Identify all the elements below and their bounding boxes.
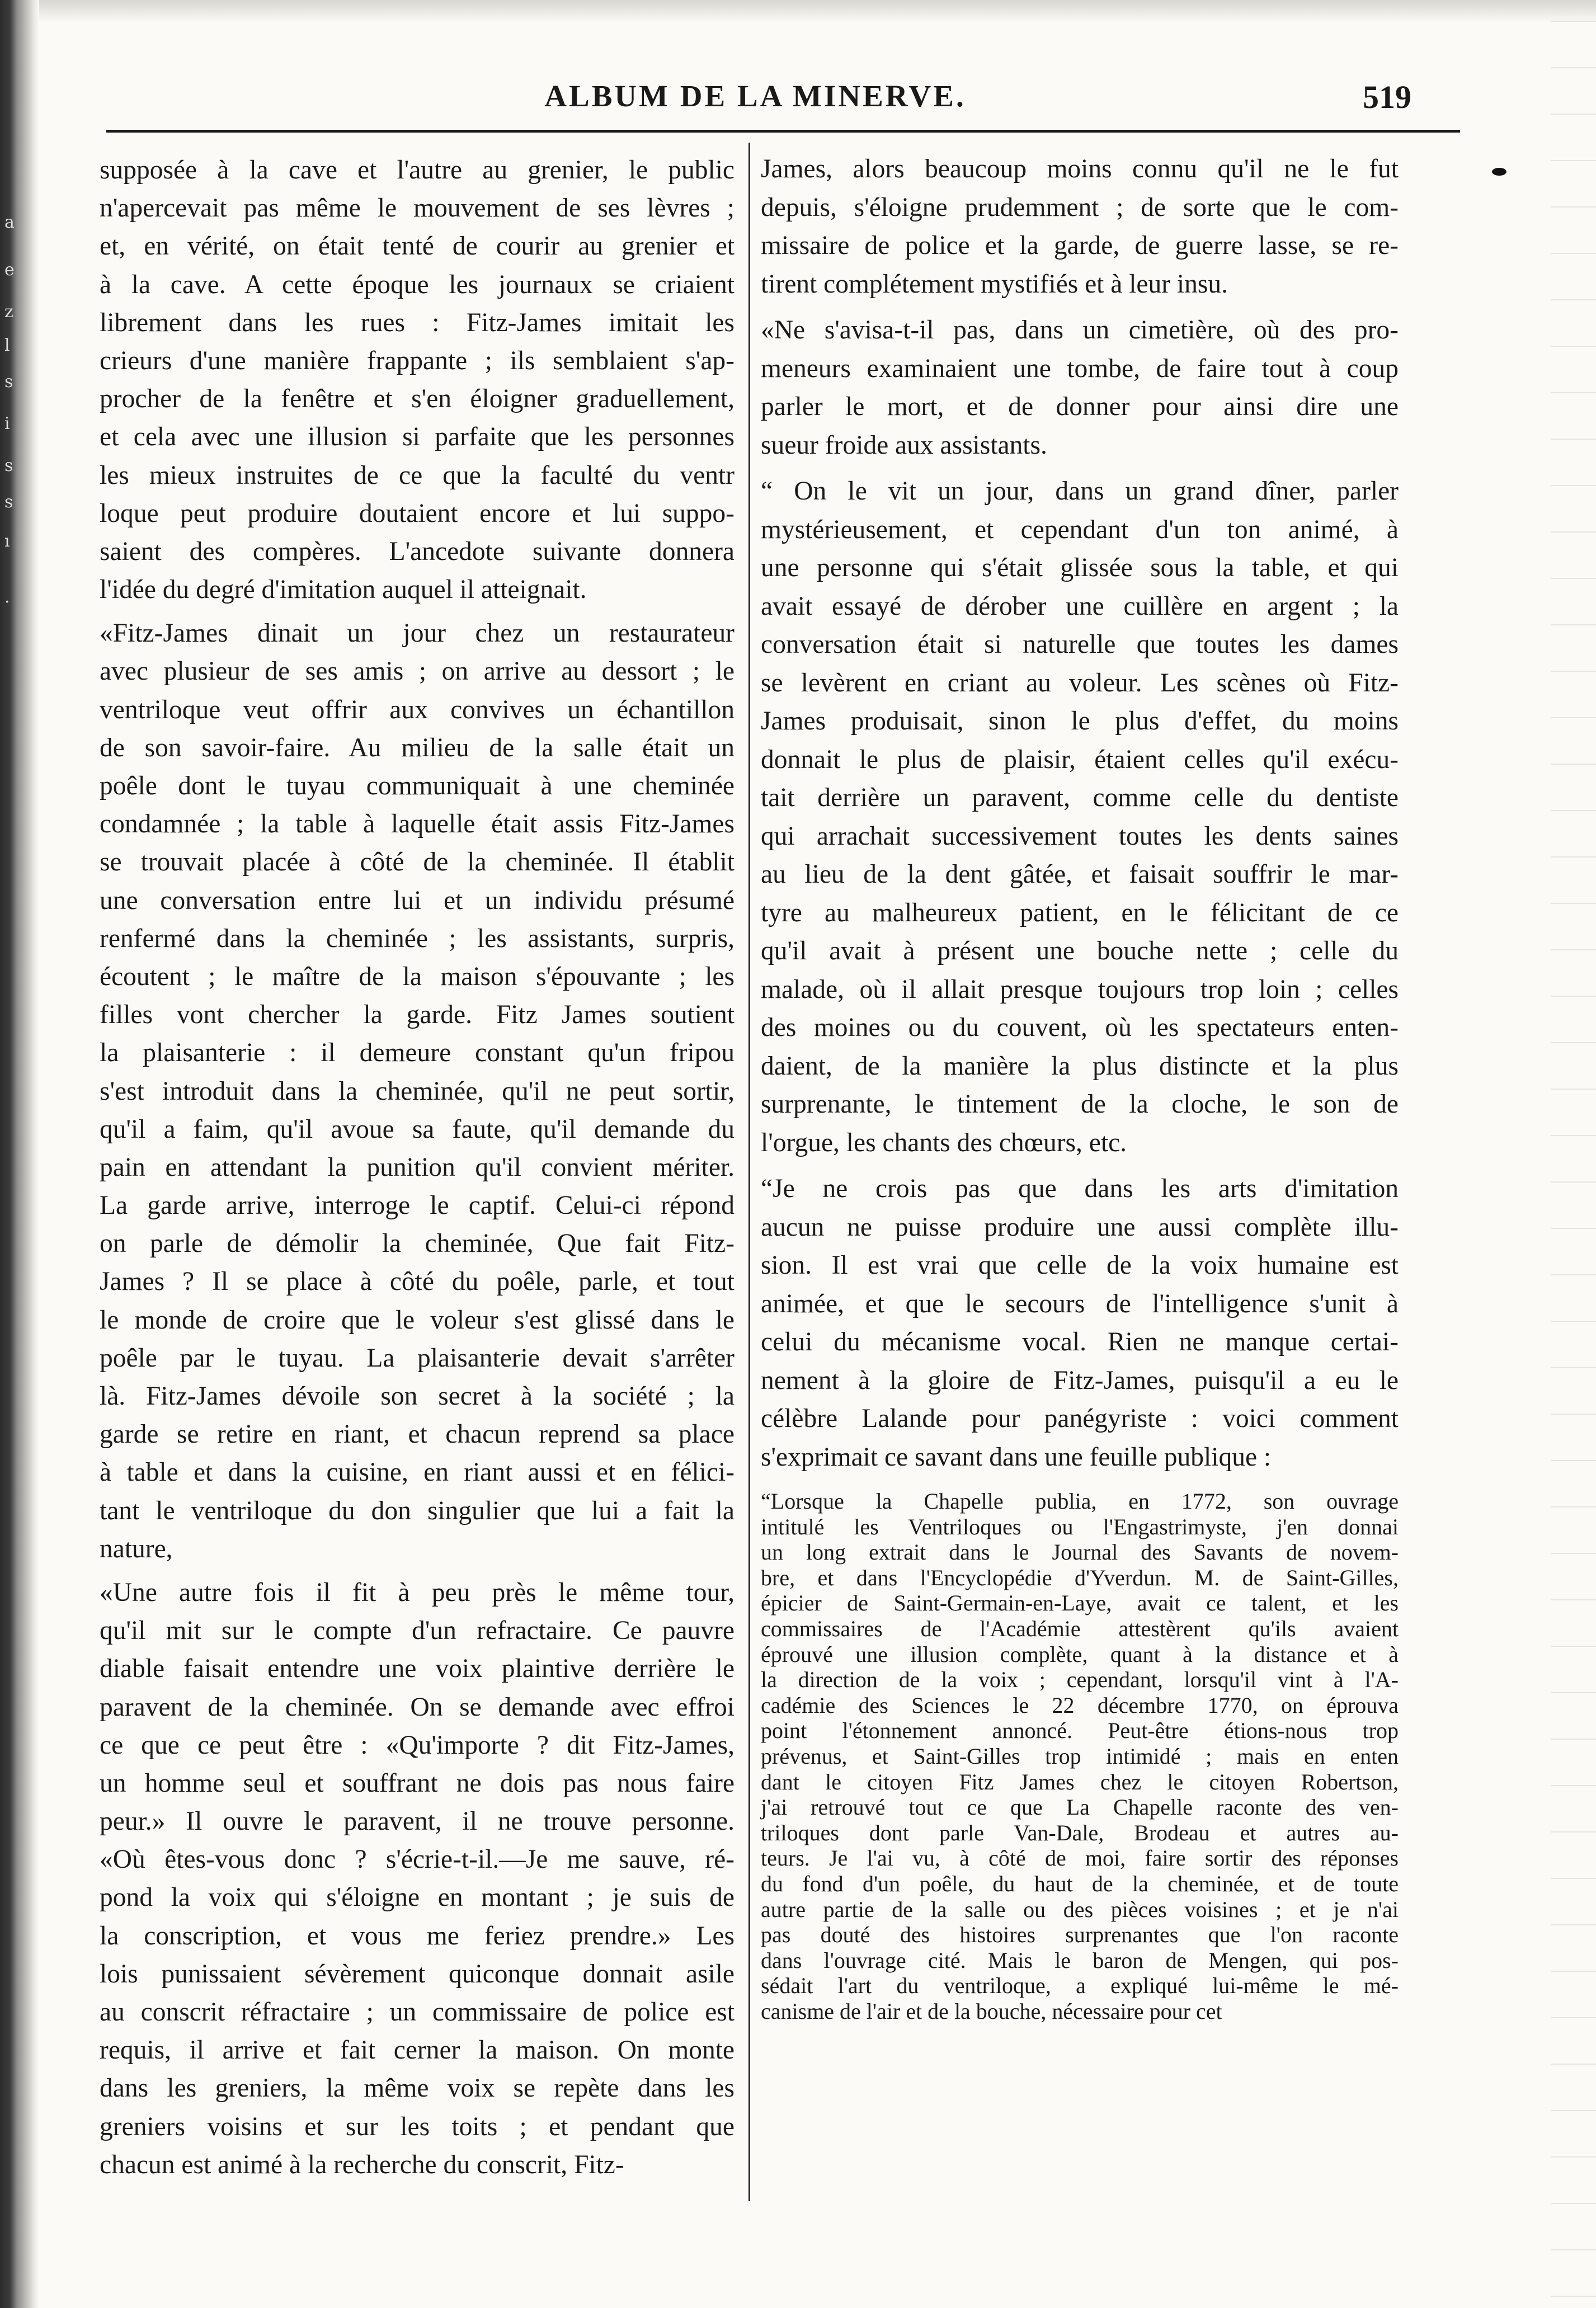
text-line: crieurs d'une manière frappante ; ils semblaient s'ap- [100, 346, 735, 375]
paragraph [100, 1574, 735, 2184]
text-line: poêle dont le tuyau communiquait à une cheminée [100, 771, 735, 800]
text-line: qu'il mit sur le compte d'un refractaire. Ce pauvre [100, 1616, 735, 1646]
text-line: loque peut produire doutaient encore et lui suppo- [100, 498, 735, 528]
text-line: sion. Il est vrai que celle de la voix humaine est [761, 1251, 1399, 1280]
running-head: ALBUM DE LA MINERVE. [544, 79, 966, 113]
quote-line: cadémie des Sciences le 22 décembre 1770, on éprouva [761, 1692, 1399, 1718]
text-line: conversation était si naturelle que toutes les dames [761, 630, 1399, 659]
text-line: renfermé dans la cheminée ; les assistants, surpris, [100, 924, 735, 953]
quote-line: point l'étonnement annoncé. Peut-être étions-nous trop [761, 1718, 1399, 1744]
quote-line: bre, et dans l'Encyclopédie d'Yverdun. M. de Saint-Gilles, [761, 1565, 1399, 1590]
quoted-passage [761, 1489, 1399, 2024]
text-line: des moines ou du couvent, où les spectateurs enten- [761, 1013, 1399, 1042]
text-line: l'idée du degré d'imitation auquel il atteignait. [100, 575, 587, 605]
quote-line: dant le citoyen Fitz James chez le citoyen Robertson, [761, 1769, 1399, 1794]
text-line: «Où êtes-vous donc ? s'écrie-t-il.—Je me sauve, ré- [100, 1845, 735, 1874]
quote-line: pas douté des histoires surprenantes que l'on raconte [761, 1922, 1399, 1948]
text-line: parler le mort, et de donner pour ainsi dire une [761, 392, 1399, 421]
text-line: paravent de la cheminée. On se demande avec effroi [100, 1692, 735, 1722]
text-line: requis, il arrive et fait cerner la maison. On monte [100, 2036, 735, 2065]
quote-line: autre partie de la salle ou des pièces voisines ; et je n'ai [761, 1896, 1399, 1922]
text-line: greniers voisins et sur les toits ; et pendant que [100, 2112, 735, 2141]
paragraph-gap [100, 1568, 735, 1574]
text-line: «Ne s'avisa-t-il pas, dans un cimetière, où des pro- [761, 315, 1399, 345]
text-line: qu'il avait à présent une bouche nette ; celle du [761, 936, 1399, 965]
text-line: et cela avec une illusion si parfaite que les personnes [100, 422, 735, 452]
paragraph [761, 1170, 1399, 1476]
text-line: malade, où il allait presque toujours trop loin ; celles [761, 974, 1399, 1004]
column-divider [748, 143, 750, 2201]
stub-char: e [4, 260, 15, 280]
text-line: animée, et que le secours de l'intelligence s'unit à [761, 1289, 1399, 1318]
text-line: surprenante, le tintement de la cloche, le son de [761, 1090, 1399, 1119]
paragraph [100, 151, 735, 609]
text-line: aucun ne puisse produire une aussi complète illu- [761, 1212, 1399, 1242]
quote-line: teurs. Je l'ai vu, à côté de moi, faire sortir des réponses [761, 1845, 1399, 1871]
text-line: à table et dans la cuisine, en riant aussi et en félici- [100, 1458, 735, 1487]
quote-gap [761, 1476, 1399, 1489]
text-line: James, alors beaucoup moins connu qu'il ne le fut [761, 154, 1399, 183]
text-line: tirent complétement mystifiés et à leur insu. [761, 269, 1228, 299]
quote-line: j'ai retrouvé tout ce que La Chapelle raconte des ven- [761, 1794, 1399, 1820]
text-line: peur.» Il ouvre le paravent, il ne trouve personne. [100, 1807, 735, 1836]
text-line: mystérieusement, et cependant d'un ton animé, à [761, 515, 1399, 544]
quote-line: canisme de l'air et de la bouche, nécessaire pour cet [761, 1998, 1222, 2024]
text-line: écoutent ; le maître de la maison s'épouvante ; les [100, 962, 735, 991]
text-line: ventriloque veut offrir aux convives un échantillon [100, 695, 735, 724]
stub-char: i [4, 414, 10, 434]
text-line: se trouvait placée à côté de la cheminée. Il établit [100, 847, 735, 877]
quote-line: la direction de la voix ; cependant, lorsqu'il vint à l'A- [761, 1667, 1399, 1693]
quote-line: dans l'ouvrage cité. Mais le baron de Mengen, qui pos- [761, 1947, 1399, 1973]
text-line: saient des compères. L'ancedote suivante donnera [100, 536, 735, 566]
quote-line: intitulé les Ventriloques ou l'Engastrimyste, j'en donnai [761, 1514, 1399, 1539]
paragraph-gap [761, 1162, 1399, 1170]
text-line: sueur froide aux assistants. [761, 430, 1047, 460]
text-line: James produisait, sinon le plus d'effet, du moins [761, 706, 1399, 736]
right-column [761, 150, 1399, 2024]
text-line: s'est introduit dans la cheminée, qu'il ne peut sortir, [100, 1076, 735, 1106]
text-line: lois punissaient sévèrement quiconque donnait asile [100, 1959, 735, 1989]
paragraph [761, 150, 1399, 303]
text-line: au conscrit réfractaire ; un commissaire de police est [100, 1998, 735, 2027]
page-top-edge [39, 0, 1596, 22]
quote-line: “Lorsque la Chapelle publia, en 1772, son ouvrage [761, 1489, 1399, 1514]
text-line: “Je ne crois pas que dans les arts d'imitation [761, 1174, 1399, 1203]
paragraph [100, 614, 735, 1568]
text-line: librement dans les rues : Fitz-James imitait les [100, 308, 735, 337]
left-column [100, 151, 735, 2184]
text-line: la plaisanterie : il demeure constant qu'un fripou [100, 1038, 735, 1068]
text-line: le monde de croire que le voleur s'est glissé dans le [100, 1305, 735, 1335]
text-line: de son savoir-faire. Au milieu de la salle était un [100, 733, 735, 762]
quote-line: commissaires de l'Académie attestèrent qu'ils avaient [761, 1615, 1399, 1641]
text-line: et, en vérité, on était tenté de courir au grenier et [100, 232, 735, 261]
text-line: condamnée ; la table à laquelle était assis Fitz-James [100, 809, 735, 839]
quote-line: un long extrait dans le Journal des Savants de novem- [761, 1539, 1399, 1565]
text-line: un homme seul et souffrant ne dois pas nous faire [100, 1768, 735, 1798]
text-line: poêle par le tuyau. La plaisanterie devait s'arrêter [100, 1343, 735, 1373]
stub-char: s [4, 456, 13, 475]
text-line: au lieu de la dent gâtée, et faisait souffrir le mar- [761, 860, 1399, 889]
page-number: 519 [1363, 79, 1411, 115]
text-line: garde se retire en riant, et chacun reprend sa place [100, 1420, 735, 1449]
text-line: l'orgue, les chants des chœurs, etc. [761, 1128, 1127, 1157]
text-line: dans les greniers, la même voix se repète dans les [100, 2074, 735, 2103]
text-line: ce que ce peut être : «Qu'importe ? dit Fitz-James, [100, 1730, 735, 1760]
text-line: James ? Il se place à côté du poêle, parle, et tout [100, 1267, 735, 1297]
text-line: avec plusieur de ses amis ; on arrive au dessort ; le [100, 657, 735, 686]
paragraph [761, 311, 1399, 464]
text-line: «Une autre fois il fit à peu près le même tour, [100, 1577, 735, 1607]
text-line: La garde arrive, interroge le captif. Celui-ci répond [100, 1191, 735, 1221]
stub-char: a [4, 213, 15, 232]
text-line: supposée à la cave et l'autre au grenier, le public [100, 156, 735, 185]
text-line: là. Fitz-James dévoile son secret à la société ; la [100, 1382, 735, 1411]
text-line: tait derrière un paravent, comme celle du dentiste [761, 783, 1399, 812]
stub-char: . [4, 587, 10, 607]
ink-smudge [1492, 168, 1506, 176]
text-line: célèbre Lalande pour panégyriste : voici comment [761, 1404, 1399, 1433]
text-line: tant le ventriloque du don singulier que lui a fait la [100, 1496, 735, 1525]
text-line: diable faisait entendre une voix plaintive derrière le [100, 1654, 735, 1684]
text-line: «Fitz-James dinait un jour chez un restaurateur [100, 619, 735, 648]
text-line: meneurs examinaient une tombe, de faire tout à coup [761, 354, 1399, 383]
text-line: s'exprimait ce savant dans une feuille publique : [761, 1442, 1272, 1472]
paragraph [761, 472, 1399, 1162]
text-line: une personne qui s'était glissée sous la table, et qui [761, 553, 1399, 582]
text-line: nement à la gloire de Fitz-James, puisqu'il a eu le [761, 1365, 1399, 1395]
quote-line: prévenus, et Saint-Gilles trop intimidé ; mais en enten [761, 1743, 1399, 1769]
stub-char: s [4, 492, 13, 512]
text-line: qui arrachait successivement toutes les dents saines [761, 821, 1399, 851]
text-line: à la cave. A cette époque les journaux se criaient [100, 270, 735, 299]
paragraph-gap [100, 609, 735, 614]
text-line: nature, [100, 1534, 173, 1563]
text-line: tyre au malheureux patient, en le félicitant de ce [761, 898, 1399, 927]
text-line: procher de la fenêtre et s'en éloigner graduellement, [100, 384, 735, 414]
text-line: pond la voix qui s'éloigne en montant ; je suis de [100, 1883, 735, 1913]
text-line: “ On le vit un jour, dans un grand dîner, parler [761, 477, 1399, 506]
quote-line: éprouvé une illusion complète, quant à la distance et à [761, 1641, 1399, 1667]
text-line: pain en attendant la punition qu'il convient mériter. [100, 1152, 735, 1182]
text-line: une conversation entre lui et un individu présumé [100, 885, 735, 915]
text-line: n'apercevait pas même le mouvement de ses lèvres ; [100, 194, 735, 223]
page-right-edge [1551, 0, 1596, 2308]
quote-line: triloques dont parle Van-Dale, Brodeau et autres au- [761, 1820, 1399, 1845]
paragraph-gap [761, 464, 1399, 472]
text-line: la conscription, et vous me feriez prendre.» Les [100, 1921, 735, 1951]
text-line: filles vont chercher la garde. Fitz James soutient [100, 1000, 735, 1030]
text-line: on parle de démolir la cheminée, Que fait Fitz- [100, 1229, 735, 1259]
text-line: depuis, s'éloigne prudemment ; de sorte que le com- [761, 192, 1399, 222]
stub-char: l [4, 336, 10, 355]
text-line: celui du mécanisme vocal. Rien ne manque certai- [761, 1327, 1399, 1356]
paragraph-gap [761, 303, 1399, 311]
quote-line: sédait l'art du ventriloque, a expliqué lui-même le mé- [761, 1973, 1399, 1999]
stub-char: z [4, 302, 13, 322]
text-line: donnait le plus de plaisir, étaient celles qu'il exécu- [761, 745, 1399, 774]
header-rule [106, 130, 1460, 133]
stub-char: ı [4, 531, 10, 551]
text-line: avait essayé de dérober une cuillère en argent ; la [761, 591, 1399, 621]
text-line: les mieux instruites de ce que la faculté du ventr [100, 460, 735, 490]
stub-char: s [4, 372, 13, 392]
text-line: daient, de la manière la plus distincte et la plus [761, 1051, 1399, 1081]
text-line: se levèrent en criant au voleur. Les scènes où Fitz- [761, 668, 1399, 698]
quote-line: épicier de Saint-Germain-en-Laye, avait ce talent, et les [761, 1590, 1399, 1616]
text-line: qu'il a faim, qu'il avoue sa faute, qu'il demande du [100, 1114, 735, 1144]
text-line: chacun est animé à la recherche du conscrit, Fitz- [100, 2150, 624, 2179]
quote-line: du fond d'un poêle, du haut de la cheminée, et de toute [761, 1871, 1399, 1896]
text-line: missaire de police et la garde, de guerre lasse, se re- [761, 231, 1399, 260]
